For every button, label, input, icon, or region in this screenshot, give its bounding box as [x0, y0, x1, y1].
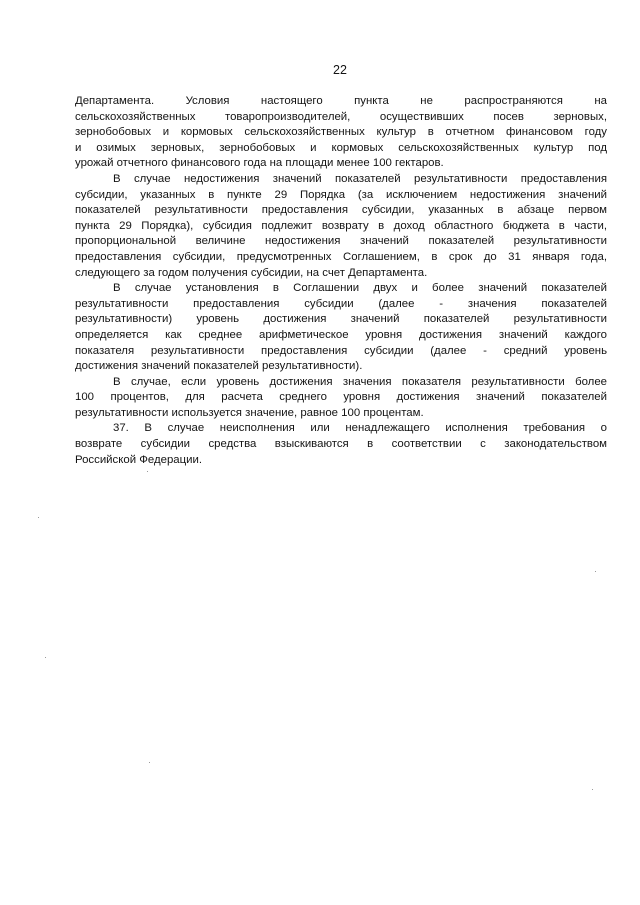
text-line: достижения значений показателей результативности). — [75, 360, 363, 373]
text-line: результативности используется значение, равное 100 процентам. — [75, 406, 424, 419]
scan-speck — [38, 517, 39, 518]
paragraph — [75, 94, 607, 172]
text-line: урожай отчетного финансового года на площади менее 100 гектаров. — [75, 157, 444, 170]
text-line: определяется как среднее арифметическое уровня достижения значений каждого — [75, 328, 607, 341]
scan-speck — [147, 471, 148, 472]
paragraph — [75, 375, 607, 422]
text-line: результативности предоставления субсидии (далее - значения показателей — [75, 297, 607, 310]
text-line: результативности) уровень достижения значений показателей результативности — [75, 313, 607, 326]
text-line: следующего за годом получения субсидии, на счет Департамента. — [75, 266, 428, 279]
page-number: 22 — [333, 63, 347, 77]
text-line: Департамента. Условия настоящего пункта не распространяются на — [75, 95, 607, 107]
text-line: и озимых зерновых, зернобобовых и кормовых сельскохозяйственных культур под — [75, 141, 607, 154]
scan-speck — [595, 571, 596, 572]
scan-speck — [149, 762, 150, 763]
text-line: сельскохозяйственных товаропроизводителей, осуществивших посев зерновых, — [75, 110, 607, 123]
document-body — [75, 94, 607, 468]
text-line: предоставления субсидии, предусмотренных Соглашением, в срок до 31 января года, — [75, 250, 607, 263]
paragraph — [75, 172, 607, 281]
paragraph — [75, 421, 607, 468]
text-line: Российской Федерации. — [75, 453, 203, 466]
text-line: возврате субсидии средства взыскиваются в соответствии с законодательством — [75, 438, 607, 451]
scan-speck — [592, 789, 593, 790]
text-line: пункта 29 Порядка), субсидия подлежит возврату в доход областного бюджета в части, — [75, 219, 607, 232]
text-line: В случае недостижения значений показателей результативности предоставления — [113, 172, 607, 185]
text-line: зернобобовых и кормовых сельскохозяйственных культур в отчетном финансовом году — [75, 126, 607, 139]
text-line: В случае, если уровень достижения значения показателя результативности более — [113, 375, 607, 388]
text-line: показателя результативности предоставления субсидии (далее - средний уровень — [75, 344, 607, 357]
text-line: 100 процентов, для расчета среднего уровня достижения значений показателей — [75, 391, 607, 404]
text-line: показателей результативности предоставления субсидии, указанных в абзаце первом — [75, 204, 607, 217]
paragraph — [75, 281, 607, 375]
text-line: пропорциональной величине недостижения значений показателей результативности — [75, 235, 607, 248]
text-line: В случае установления в Соглашении двух и более значений показателей — [113, 282, 607, 295]
scan-speck — [45, 657, 46, 658]
text-line: субсидии, указанных в пункте 29 Порядка (за исключением недостижения значений — [75, 188, 607, 201]
text-line: 37. В случае неисполнения или ненадлежащего исполнения требования о — [113, 422, 607, 435]
